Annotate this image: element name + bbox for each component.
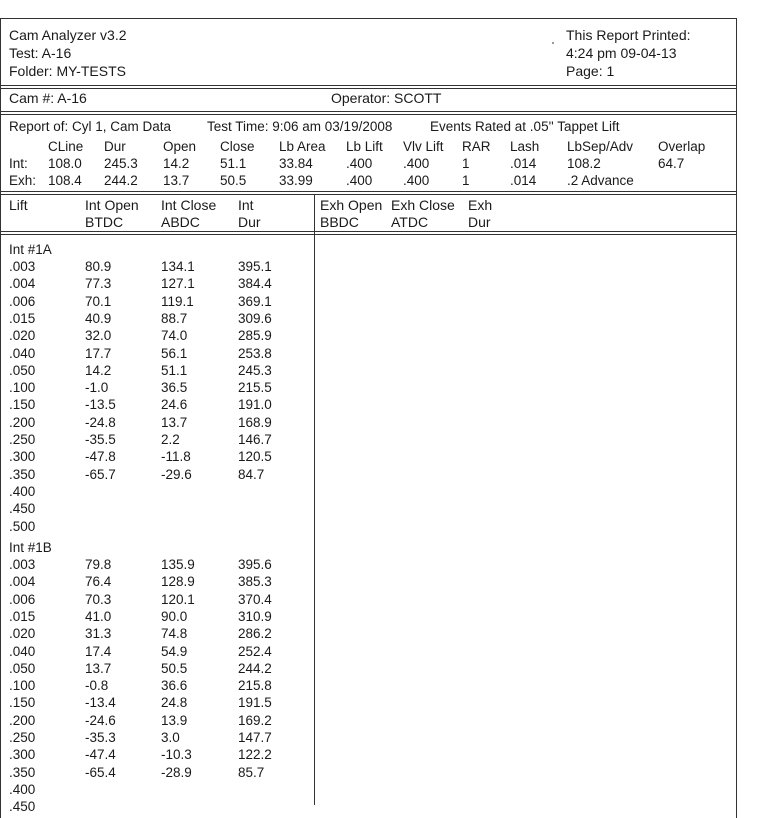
table-row [1,729,311,746]
int-open-value: -0.8 [85,678,109,694]
lift-value: .100 [9,380,36,396]
int-dur-value: 168.9 [238,414,272,430]
app-title: Cam Analyzer v3.2 [9,27,127,43]
summary-column-header: RAR [462,139,491,154]
operator: Operator: SCOTT [331,90,442,106]
int-close-value: 90.0 [161,608,188,624]
table-row [1,396,311,413]
int-open-value: 41.0 [85,608,112,624]
divider [1,191,736,192]
divider [1,88,736,89]
int-close-value: 127.1 [161,276,195,292]
int-open-value: 79.8 [85,557,112,572]
table-row [1,712,311,729]
header-lift: Lift [9,197,28,213]
lift-value: .003 [9,557,36,572]
int-dur-value: 384.4 [238,276,272,292]
lift-value: .300 [9,449,36,465]
int-close-value: 56.1 [161,345,188,361]
int-close-value: -29.6 [161,466,192,482]
int-open-value: -24.8 [85,414,116,430]
int-value: 1 [462,156,470,171]
int-dur-value: 369.1 [238,293,272,309]
int-close-value: 2.2 [161,432,180,447]
table-row [1,414,311,431]
summary-column-header: Close [220,139,255,154]
int-value: .400 [346,156,373,171]
table-row [1,608,311,625]
lift-value: .350 [9,764,36,780]
int-dur-value: 191.5 [238,695,272,711]
table-row [1,362,311,379]
table-row [1,764,311,781]
int-value: .014 [510,156,537,171]
speck-mark [552,42,554,44]
summary-column-header: Lash [510,139,540,154]
divider [1,231,736,232]
lift-value: .300 [9,747,36,763]
int-open-value: -13.5 [85,397,116,413]
int-dur-value: 286.2 [238,626,272,642]
int-value: 108.2 [567,156,601,171]
summary-column-header: LbSep/Adv [567,139,634,154]
int-open-value: 31.3 [85,626,112,642]
int-dur-value: 310.9 [238,608,272,624]
int-close-value: 50.5 [161,660,188,676]
lift-value: .006 [9,591,36,607]
lift-value: .150 [9,695,36,711]
int-value: 64.7 [658,156,685,171]
int-open-value: -47.4 [85,747,116,763]
int-close-value: -28.9 [161,764,192,780]
int-open-value: -65.7 [85,466,116,482]
int-open-value: -65.4 [85,764,116,780]
exh-value: .014 [510,173,537,188]
int-value: 33.84 [279,156,313,171]
int-row-label: Int: [9,156,28,171]
lift-value: .100 [9,678,36,694]
summary-column-header: Vlv Lift [403,139,444,154]
int-close-value: 36.6 [161,678,188,694]
lift-value: .015 [9,310,36,326]
int-open-value: -35.5 [85,432,116,447]
events-rated: Events Rated at .05'' Tappet Lift [430,119,620,134]
table-row [1,466,311,483]
column-divider [314,195,315,805]
lift-value: .004 [9,276,36,292]
int-dur-value: 253.8 [238,345,272,361]
lift-value: .050 [9,362,36,378]
header-exh-open-sub: BBDC [320,214,359,230]
lift-value: .500 [9,518,36,534]
int-value: .400 [403,156,430,171]
lift-value: .020 [9,626,36,642]
summary-column-header: Lb Area [279,139,326,154]
int-value: 245.3 [104,156,138,171]
int-open-value: 70.3 [85,591,112,607]
report-of: Report of: Cyl 1, Cam Data [9,119,172,134]
cam-number: Cam #: A-16 [9,90,87,106]
summary-column-header: CLine [48,139,84,154]
int-close-value: 74.8 [161,626,188,642]
summary-column-header: Dur [104,139,126,154]
summary-column-header: Overlap [658,139,706,154]
exh-value: .2 Advance [567,173,634,188]
header-int-dur-sub: Dur [238,214,261,230]
int-close-value: 135.9 [161,557,195,572]
int-dur-value: 252.4 [238,643,272,659]
divider [1,194,736,195]
int-dur-value: 385.3 [238,574,272,590]
table-row [1,448,311,465]
int-close-value: 120.1 [161,591,195,607]
table-row [1,518,311,535]
table-row [1,694,311,711]
table-row [1,327,311,344]
table-row [1,258,311,275]
exh-value: 33.99 [279,173,313,188]
int-open-value: -47.8 [85,449,116,465]
lift-value: .050 [9,660,36,676]
exh-value: 244.2 [104,173,138,188]
lift-value: .450 [9,799,36,815]
lift-value: .350 [9,466,36,482]
header-int-open: Int Open [85,197,139,213]
header-exh-close-sub: ATDC [391,214,429,230]
summary-column-header: Lb Lift [346,139,383,154]
int-dur-value: 169.2 [238,712,272,728]
int-close-value: 88.7 [161,310,188,326]
int-open-value: 70.1 [85,293,112,309]
int-value: 108.0 [48,156,82,171]
lift-value: .006 [9,293,36,309]
table-row [1,310,311,327]
table-row [1,573,311,590]
int-close-value: 36.5 [161,380,188,396]
int-dur-value: 147.7 [238,730,272,745]
int-close-value: 3.0 [161,730,180,745]
int-open-value: 40.9 [85,310,112,326]
int-open-value: -24.6 [85,712,116,728]
int-dur-value: 85.7 [238,764,265,780]
int-dur-value: 215.8 [238,678,272,694]
int-open-value: -35.3 [85,730,116,745]
header-exh-close: Exh Close [391,197,455,213]
int-value: 14.2 [163,156,190,171]
int-dur-value: 191.0 [238,397,272,413]
int-close-value: 134.1 [161,259,195,274]
printed-time: 4:24 pm 09-04-13 [566,45,677,61]
int-dur-value: 395.6 [238,557,272,572]
table-row [1,556,311,573]
int-open-value: 76.4 [85,574,112,590]
table-row [1,660,311,677]
int-close-value: 128.9 [161,574,195,590]
header-int-close-sub: ABDC [161,214,200,230]
lift-value: .003 [9,259,36,274]
table-row [1,293,311,310]
int-close-value: 13.7 [161,414,188,430]
table-row [1,275,311,292]
int-dur-value: 395.1 [238,259,272,274]
int-close-value: 119.1 [161,293,194,309]
header-int-close: Int Close [161,197,217,213]
header-int-dur: Int [238,197,254,213]
int-dur-value: 285.9 [238,328,272,344]
int-open-value: 32.0 [85,328,112,344]
int-dur-value: 245.3 [238,362,272,378]
table-row [1,483,311,500]
int-open-value: 77.3 [85,276,112,292]
table-row [1,781,311,798]
table-row [1,379,311,396]
lift-value: .040 [9,643,36,659]
int-dur-value: 120.5 [238,449,272,465]
lift-value: .015 [9,608,36,624]
int-close-value: 13.9 [161,712,188,728]
exh-value: .400 [346,173,373,188]
exh-value: 13.7 [163,173,190,188]
printed-label: This Report Printed: [566,27,691,43]
table-row [1,500,311,517]
lift-value: .150 [9,397,36,413]
int-dur-value: 215.5 [238,380,272,396]
table-row [1,591,311,608]
lift-value: .040 [9,345,36,361]
header-exh-open: Exh Open [320,197,383,213]
int-open-value: 13.7 [85,660,112,676]
int-dur-value: 146.7 [238,432,272,447]
lift-value: .200 [9,414,36,430]
test-time: Test Time: 9:06 am 03/19/2008 [207,119,393,134]
lift-value: .400 [9,781,36,797]
int-close-value: -10.3 [161,747,192,763]
folder-name: Folder: MY-TESTS [9,63,126,79]
exh-value: 1 [462,173,470,188]
int-open-value: -13.4 [85,695,116,711]
divider [1,85,736,86]
int-open-value: 17.7 [85,345,112,361]
header-exh-dur: Exh [468,197,493,213]
lift-value: .020 [9,328,36,344]
int-open-value: 14.2 [85,362,112,378]
report-frame [0,18,737,818]
int-dur-value: 122.2 [238,747,272,763]
int-value: 51.1 [220,156,247,171]
int-close-value: 74.0 [161,328,188,344]
int-dur-value: 309.6 [238,310,272,326]
summary-column-header: Open [163,139,197,154]
divider [1,111,736,112]
int-close-value: 51.1 [161,362,188,378]
int-close-value: -11.8 [161,449,191,465]
lift-value: .200 [9,712,36,728]
int-close-value: 54.9 [161,643,188,659]
lift-value: .250 [9,730,36,745]
divider [1,234,736,235]
table-row [1,798,311,815]
lift-value: .004 [9,574,36,590]
exh-value: 108.4 [48,173,82,188]
lift-value: .400 [9,483,36,499]
exh-value: 50.5 [220,173,247,188]
lift-value: .450 [9,501,36,517]
int-open-value: 17.4 [85,643,112,659]
exh-row-label: Exh: [9,173,37,188]
test-name: Test: A-16 [9,45,72,61]
header-int-open-sub: BTDC [85,214,124,230]
int-open-value: 80.9 [85,259,112,274]
table-row [1,643,311,660]
header-exh-dur-sub: Dur [468,214,491,230]
table-row [1,345,311,362]
lift-value: .250 [9,432,36,447]
table-row [1,431,311,448]
int-dur-value: 244.2 [238,660,272,676]
int-open-value: -1.0 [85,380,109,396]
int-dur-value: 370.4 [238,591,272,607]
page-number: Page: 1 [566,63,615,79]
divider [1,114,736,115]
table-row [1,677,311,694]
int-close-value: 24.8 [161,695,188,711]
table-row [1,746,311,763]
section-title: Int #1B [9,540,52,555]
section-title: Int #1A [9,242,52,257]
exh-value: .400 [403,173,430,188]
table-row [1,625,311,642]
int-dur-value: 84.7 [238,466,265,482]
int-close-value: 24.6 [161,397,188,413]
